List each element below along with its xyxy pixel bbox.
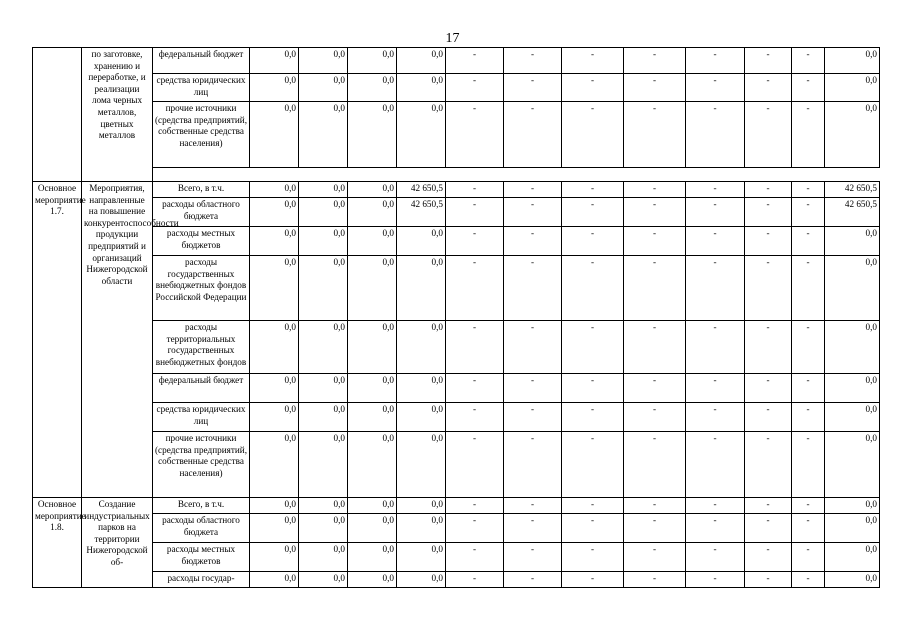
value-cell: - [792,543,825,572]
value-cell: 0,0 [397,543,446,572]
value-cell: 0,0 [348,321,397,374]
value-cell: - [446,432,504,498]
value-cell: - [745,74,792,102]
value-cell: 0,0 [348,227,397,256]
table-row [33,256,880,321]
value-cell: 0,0 [250,74,299,102]
value-cell: - [624,48,686,74]
value-cell: - [745,227,792,256]
value-cell: 0,0 [825,48,880,74]
value-cell: 0,0 [397,432,446,498]
value-cell: 0,0 [397,572,446,588]
value-cell: 0,0 [825,572,880,588]
value-cell: 0,0 [825,498,880,514]
value-cell: - [446,374,504,403]
value-cell: - [504,403,562,432]
value-cell: 0,0 [299,572,348,588]
value-cell: 0,0 [250,498,299,514]
table-row [33,168,880,182]
funding-source-cell: расходы областного бюджета [153,198,250,227]
value-cell: - [745,182,792,198]
value-cell: - [686,514,745,543]
value-cell: 0,0 [250,514,299,543]
value-cell: 0,0 [397,227,446,256]
funding-source-cell: прочие источники (средства предприятий, собственные средства населения) [153,432,250,498]
value-cell: - [446,572,504,588]
value-cell: 0,0 [397,256,446,321]
value-cell: - [745,102,792,168]
value-cell: 0,0 [348,102,397,168]
value-cell: - [686,374,745,403]
table-row [33,182,880,198]
value-cell: - [624,198,686,227]
measure-code-cell: Основное мероприятие 1.7. [33,182,82,498]
value-cell: - [504,572,562,588]
value-cell: 0,0 [250,543,299,572]
value-cell: - [792,374,825,403]
value-cell: - [624,374,686,403]
value-cell: - [792,198,825,227]
value-cell: 0,0 [397,321,446,374]
value-cell: - [624,432,686,498]
value-cell: - [446,403,504,432]
value-cell: 0,0 [348,498,397,514]
value-cell: 0,0 [825,102,880,168]
value-cell: - [792,321,825,374]
value-cell: - [562,374,624,403]
funding-source-cell: Всего, в т.ч. [153,498,250,514]
value-cell: 0,0 [397,102,446,168]
value-cell: - [745,403,792,432]
value-cell: 0,0 [299,374,348,403]
table-row [33,432,880,498]
value-cell: - [504,48,562,74]
value-cell: 0,0 [299,227,348,256]
value-cell: - [504,374,562,403]
value-cell: 0,0 [397,514,446,543]
value-cell: - [446,48,504,74]
value-cell: 0,0 [299,102,348,168]
value-cell: - [446,102,504,168]
value-cell: - [504,182,562,198]
funding-source-cell: расходы местных бюджетов [153,227,250,256]
value-cell: 0,0 [299,256,348,321]
value-cell: - [562,498,624,514]
value-cell: 42 650,5 [397,198,446,227]
value-cell: 0,0 [397,374,446,403]
value-cell: 0,0 [299,74,348,102]
value-cell: - [792,74,825,102]
value-cell: 0,0 [250,48,299,74]
value-cell: 0,0 [250,403,299,432]
value-cell: - [446,256,504,321]
value-cell: 0,0 [825,543,880,572]
value-cell: - [745,543,792,572]
value-cell: - [792,48,825,74]
value-cell: 42 650,5 [397,182,446,198]
value-cell: - [562,227,624,256]
value-cell: - [792,102,825,168]
value-cell: - [446,543,504,572]
value-cell: 0,0 [348,198,397,227]
value-cell: - [624,572,686,588]
value-cell: - [624,256,686,321]
value-cell: - [686,74,745,102]
value-cell: 0,0 [825,256,880,321]
value-cell: - [562,74,624,102]
value-cell: - [624,182,686,198]
value-cell: - [446,227,504,256]
value-cell: - [686,227,745,256]
value-cell: - [562,102,624,168]
measure-code-cell [33,48,82,182]
value-cell: 0,0 [299,321,348,374]
value-cell: - [562,572,624,588]
measure-name-cell: по заготовке, хранению и переработке, и реализации лома черных металлов, цветных металлов [82,48,153,182]
value-cell: 0,0 [250,182,299,198]
value-cell: 0,0 [299,498,348,514]
value-cell: - [446,182,504,198]
value-cell: 0,0 [250,198,299,227]
value-cell: - [745,572,792,588]
value-cell: - [745,321,792,374]
value-cell: - [504,74,562,102]
value-cell: - [562,543,624,572]
value-cell: 0,0 [299,198,348,227]
value-cell: - [686,182,745,198]
value-cell: - [686,543,745,572]
value-cell: 0,0 [299,403,348,432]
table-row [33,498,880,514]
value-cell: 0,0 [299,432,348,498]
page-number: 17 [445,31,460,46]
funding-source-cell: прочие источники (средства предприятий, собственные средства населения) [153,102,250,168]
funding-source-cell: средства юридических лиц [153,403,250,432]
table-row [33,48,880,74]
value-cell: 0,0 [825,227,880,256]
value-cell: - [562,321,624,374]
value-cell: 0,0 [250,102,299,168]
value-cell: - [686,572,745,588]
value-cell: 0,0 [397,74,446,102]
value-cell: - [686,198,745,227]
value-cell: - [624,74,686,102]
value-cell: - [686,256,745,321]
value-cell: - [686,403,745,432]
value-cell: 0,0 [348,374,397,403]
value-cell: - [562,182,624,198]
value-cell: - [745,256,792,321]
value-cell: - [792,403,825,432]
value-cell: 0,0 [825,321,880,374]
value-cell: - [504,227,562,256]
value-cell: 0,0 [299,182,348,198]
value-cell: 0,0 [825,403,880,432]
measure-name-cell: Мероприятия, направленные на повышение конкурентоспособности продукции предприятий и организаций Нижегородской области [82,182,153,498]
funding-source-cell: федеральный бюджет [153,374,250,403]
value-cell: - [562,403,624,432]
financing-table [32,47,880,588]
value-cell: - [686,498,745,514]
value-cell: - [624,321,686,374]
value-cell: - [446,498,504,514]
funding-source-cell: расходы территориальных государственных внебюджетных фондов [153,321,250,374]
funding-source-cell: расходы областного бюджета [153,514,250,543]
value-cell: - [504,102,562,168]
value-cell: 0,0 [825,432,880,498]
value-cell: - [792,514,825,543]
value-cell: 0,0 [250,227,299,256]
value-cell: - [446,198,504,227]
value-cell: 0,0 [250,374,299,403]
value-cell: - [686,48,745,74]
value-cell: - [504,432,562,498]
value-cell: 0,0 [299,48,348,74]
value-cell: - [562,198,624,227]
value-cell: - [562,514,624,543]
value-cell: - [745,48,792,74]
funding-source-cell: расходы местных бюджетов [153,543,250,572]
value-cell: - [745,432,792,498]
table-row [33,514,880,543]
funding-source-cell: расходы государ- [153,572,250,588]
table-row [33,543,880,572]
value-cell: 0,0 [348,432,397,498]
value-cell: 0,0 [250,432,299,498]
value-cell: 0,0 [250,256,299,321]
value-cell: - [792,227,825,256]
value-cell: - [792,572,825,588]
value-cell: 0,0 [348,48,397,74]
value-cell: - [446,514,504,543]
value-cell: 0,0 [348,572,397,588]
value-cell: - [745,498,792,514]
measure-code-cell: Основное мероприятие 1.8. [33,498,82,588]
table-row [33,102,880,168]
value-cell: 0,0 [299,543,348,572]
value-cell: - [446,321,504,374]
value-cell: - [686,432,745,498]
value-cell: - [562,256,624,321]
value-cell: - [624,514,686,543]
value-cell: - [624,498,686,514]
value-cell: - [686,321,745,374]
value-cell: - [562,48,624,74]
value-cell: - [792,182,825,198]
value-cell: - [504,198,562,227]
value-cell: 0,0 [348,256,397,321]
value-cell: 0,0 [250,572,299,588]
value-cell: 0,0 [397,48,446,74]
table-row [33,572,880,588]
value-cell: 0,0 [299,514,348,543]
funding-source-cell: расходы государственных внебюджетных фондов Российской Федерации [153,256,250,321]
value-cell: - [504,256,562,321]
value-cell: - [504,543,562,572]
value-cell: - [624,543,686,572]
value-cell: 0,0 [348,543,397,572]
value-cell: - [745,198,792,227]
table-body [33,48,880,588]
value-cell: 0,0 [825,514,880,543]
value-cell: - [562,432,624,498]
value-cell: - [745,374,792,403]
value-cell: - [792,498,825,514]
value-cell: - [686,102,745,168]
value-cell: 0,0 [397,498,446,514]
value-cell: 0,0 [825,374,880,403]
value-cell: 42 650,5 [825,182,880,198]
funding-source-cell: федеральный бюджет [153,48,250,74]
value-cell: - [504,498,562,514]
funding-source-cell: Всего, в т.ч. [153,182,250,198]
value-cell: - [504,321,562,374]
value-cell: - [446,74,504,102]
value-cell: 0,0 [250,321,299,374]
value-cell: - [792,432,825,498]
value-cell: 0,0 [348,182,397,198]
table-row [33,374,880,403]
value-cell: - [745,514,792,543]
value-cell: 0,0 [825,74,880,102]
measure-name-cell: Создание индустриальных парков на территории Нижегородской об- [82,498,153,588]
funding-source-cell: средства юридических лиц [153,74,250,102]
value-cell: - [624,403,686,432]
table-row [33,321,880,374]
table-row [33,227,880,256]
value-cell: 42 650,5 [825,198,880,227]
value-cell: 0,0 [348,74,397,102]
table-row [33,403,880,432]
value-cell: - [624,102,686,168]
table-row [33,74,880,102]
value-cell: 0,0 [397,403,446,432]
value-cell: 0,0 [348,403,397,432]
value-cell: - [792,256,825,321]
value-cell: - [624,227,686,256]
value-cell: - [504,514,562,543]
value-cell: 0,0 [348,514,397,543]
